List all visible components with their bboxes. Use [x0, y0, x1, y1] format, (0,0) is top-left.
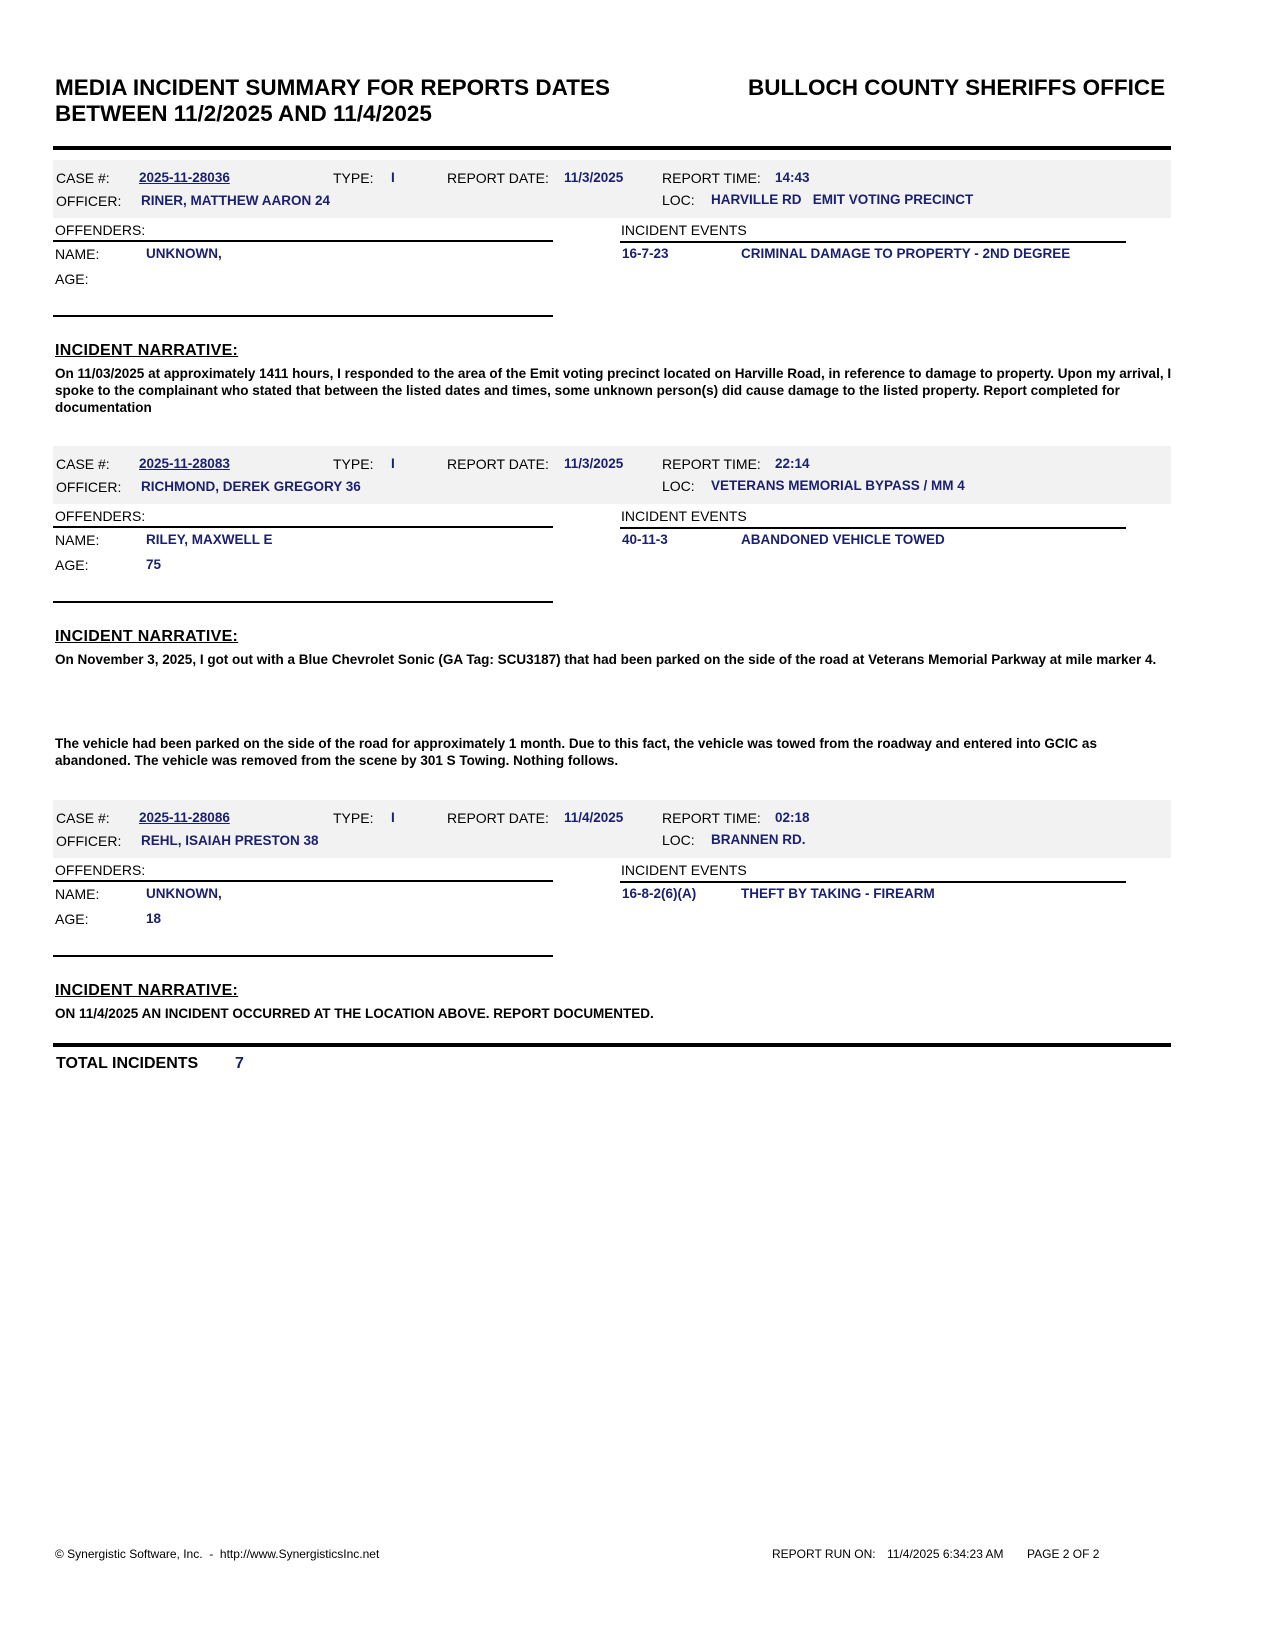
narrative-heading: INCIDENT NARRATIVE:: [55, 982, 239, 999]
offender-name-label: NAME:: [55, 532, 100, 548]
incident-info-band: [53, 446, 1171, 504]
agency-name: BULLOCH COUNTY SHERIFFS OFFICE: [748, 75, 1166, 100]
total-incidents-value: 7: [235, 1055, 244, 1072]
event-description: ABANDONED VEHICLE TOWED: [741, 532, 945, 547]
offenders-bottom-rule: [53, 955, 553, 957]
location-value: HARVILLE RD EMIT VOTING PRECINCT: [711, 192, 974, 207]
case-number-label: CASE #:: [56, 810, 110, 826]
officer-value: REHL, ISAIAH PRESTON 38: [141, 833, 319, 848]
type-value: I: [391, 810, 395, 825]
event-code: 16-7-23: [622, 246, 669, 261]
officer-value: RINER, MATTHEW AARON 24: [141, 193, 330, 208]
offender-name-label: NAME:: [55, 246, 100, 262]
narrative-text: On 11/03/2025 at approximately 1411 hours, I responded to the area of the Emit voting precinct located on Harville Road, in reference to damage to property. Upon my arrival, I spoke to the complainant who stated that between the listed dates and times, some unknown person(s) did cause damage to the listed property. Report completed for documentation: [55, 366, 1172, 415]
report-date-label: REPORT DATE:: [447, 170, 549, 186]
report-time-value: 02:18: [775, 810, 810, 825]
offenders-rule: [53, 526, 553, 528]
offenders-label: OFFENDERS:: [55, 862, 146, 878]
report-date-value: 11/3/2025: [564, 170, 624, 185]
report-date-value: 11/3/2025: [564, 456, 624, 471]
page-title: MEDIA INCIDENT SUMMARY FOR REPORTS DATES BETWEEN 11/2/2025 AND 11/4/2025: [55, 75, 611, 126]
offender-age-value: 18: [146, 911, 162, 926]
narrative-text: ON 11/4/2025 AN INCIDENT OCCURRED AT THE LOCATION ABOVE. REPORT DOCUMENTED.: [55, 1006, 654, 1021]
incident-events-rule: [620, 241, 1126, 243]
incident-events-label: INCIDENT EVENTS: [621, 862, 747, 878]
report-time-value: 22:14: [775, 456, 810, 471]
narrative-heading: INCIDENT NARRATIVE:: [55, 342, 239, 359]
offender-age-label: AGE:: [55, 911, 89, 927]
incident-events-label: INCIDENT EVENTS: [621, 508, 747, 524]
narrative-text: The vehicle had been parked on the side of the road for approximately 1 month. Due to this fact, the vehicle was towed from the roadway and entered into GCIC as abandoned. The vehicle was removed from the scene by 301 S Towing. Nothing follows.: [55, 736, 1097, 768]
location-value: VETERANS MEMORIAL BYPASS / MM 4: [711, 478, 965, 493]
event-description: THEFT BY TAKING - FIREARM: [741, 886, 935, 901]
offenders-label: OFFENDERS:: [55, 508, 146, 524]
narrative-heading: INCIDENT NARRATIVE:: [55, 628, 239, 645]
offender-age-value: 75: [146, 557, 162, 572]
location-label: LOC:: [662, 478, 695, 494]
offender-name-value: RILEY, MAXWELL E: [146, 532, 273, 547]
offender-age-label: AGE:: [55, 557, 89, 573]
offender-name-label: NAME:: [55, 886, 100, 902]
officer-label: OFFICER:: [56, 833, 122, 849]
offenders-rule: [53, 880, 553, 882]
incident-events-label: INCIDENT EVENTS: [621, 222, 747, 238]
event-code: 40-11-3: [622, 532, 668, 547]
offender-age-label: AGE:: [55, 271, 89, 287]
offender-name-value: UNKNOWN,: [146, 246, 222, 261]
type-value: I: [391, 456, 395, 471]
report-time-label: REPORT TIME:: [662, 456, 761, 472]
report-date-label: REPORT DATE:: [447, 810, 549, 826]
case-number-link[interactable]: 2025-11-28036: [139, 170, 230, 185]
case-number-label: CASE #:: [56, 170, 110, 186]
incident-info-band: [53, 800, 1171, 858]
offenders-rule: [53, 240, 553, 242]
officer-label: OFFICER:: [56, 479, 122, 495]
offenders-bottom-rule: [53, 601, 553, 603]
report-time-label: REPORT TIME:: [662, 170, 761, 186]
report-time-label: REPORT TIME:: [662, 810, 761, 826]
footer-report-run-label: REPORT RUN ON:: [772, 1547, 876, 1561]
offender-name-value: UNKNOWN,: [146, 886, 222, 901]
officer-value: RICHMOND, DEREK GREGORY 36: [141, 479, 361, 494]
location-value: BRANNEN RD.: [711, 832, 806, 847]
totals-divider: [53, 1043, 1171, 1047]
case-number-link[interactable]: 2025-11-28083: [139, 456, 230, 471]
incident-events-rule: [620, 881, 1126, 883]
header-divider: [53, 146, 1171, 150]
total-incidents-label: TOTAL INCIDENTS: [56, 1055, 199, 1072]
type-label: TYPE:: [333, 456, 374, 472]
footer-page-number: PAGE 2 OF 2: [1027, 1547, 1100, 1561]
footer-report-run-value: 11/4/2025 6:34:23 AM: [887, 1547, 1004, 1561]
type-value: I: [391, 170, 395, 185]
incident-info-band: [53, 160, 1171, 218]
narrative-text: On November 3, 2025, I got out with a Blue Chevrolet Sonic (GA Tag: SCU3187) that had been parked on the side of the road at Veterans Memorial Parkway at mile marker 4.: [55, 652, 1157, 667]
offenders-bottom-rule: [53, 315, 553, 317]
event-code: 16-8-2(6)(A): [622, 886, 697, 901]
type-label: TYPE:: [333, 170, 374, 186]
incident-events-rule: [620, 527, 1126, 529]
report-time-value: 14:43: [775, 170, 810, 185]
case-number-link[interactable]: 2025-11-28086: [139, 810, 230, 825]
offenders-label: OFFENDERS:: [55, 222, 146, 238]
location-label: LOC:: [662, 192, 695, 208]
report-date-label: REPORT DATE:: [447, 456, 549, 472]
footer-copyright: © Synergistic Software, Inc. - http://www.SynergisticsInc.net: [55, 1547, 380, 1561]
location-label: LOC:: [662, 832, 695, 848]
type-label: TYPE:: [333, 810, 374, 826]
case-number-label: CASE #:: [56, 456, 110, 472]
report-date-value: 11/4/2025: [564, 810, 624, 825]
event-description: CRIMINAL DAMAGE TO PROPERTY - 2ND DEGREE: [741, 246, 1071, 261]
officer-label: OFFICER:: [56, 193, 122, 209]
